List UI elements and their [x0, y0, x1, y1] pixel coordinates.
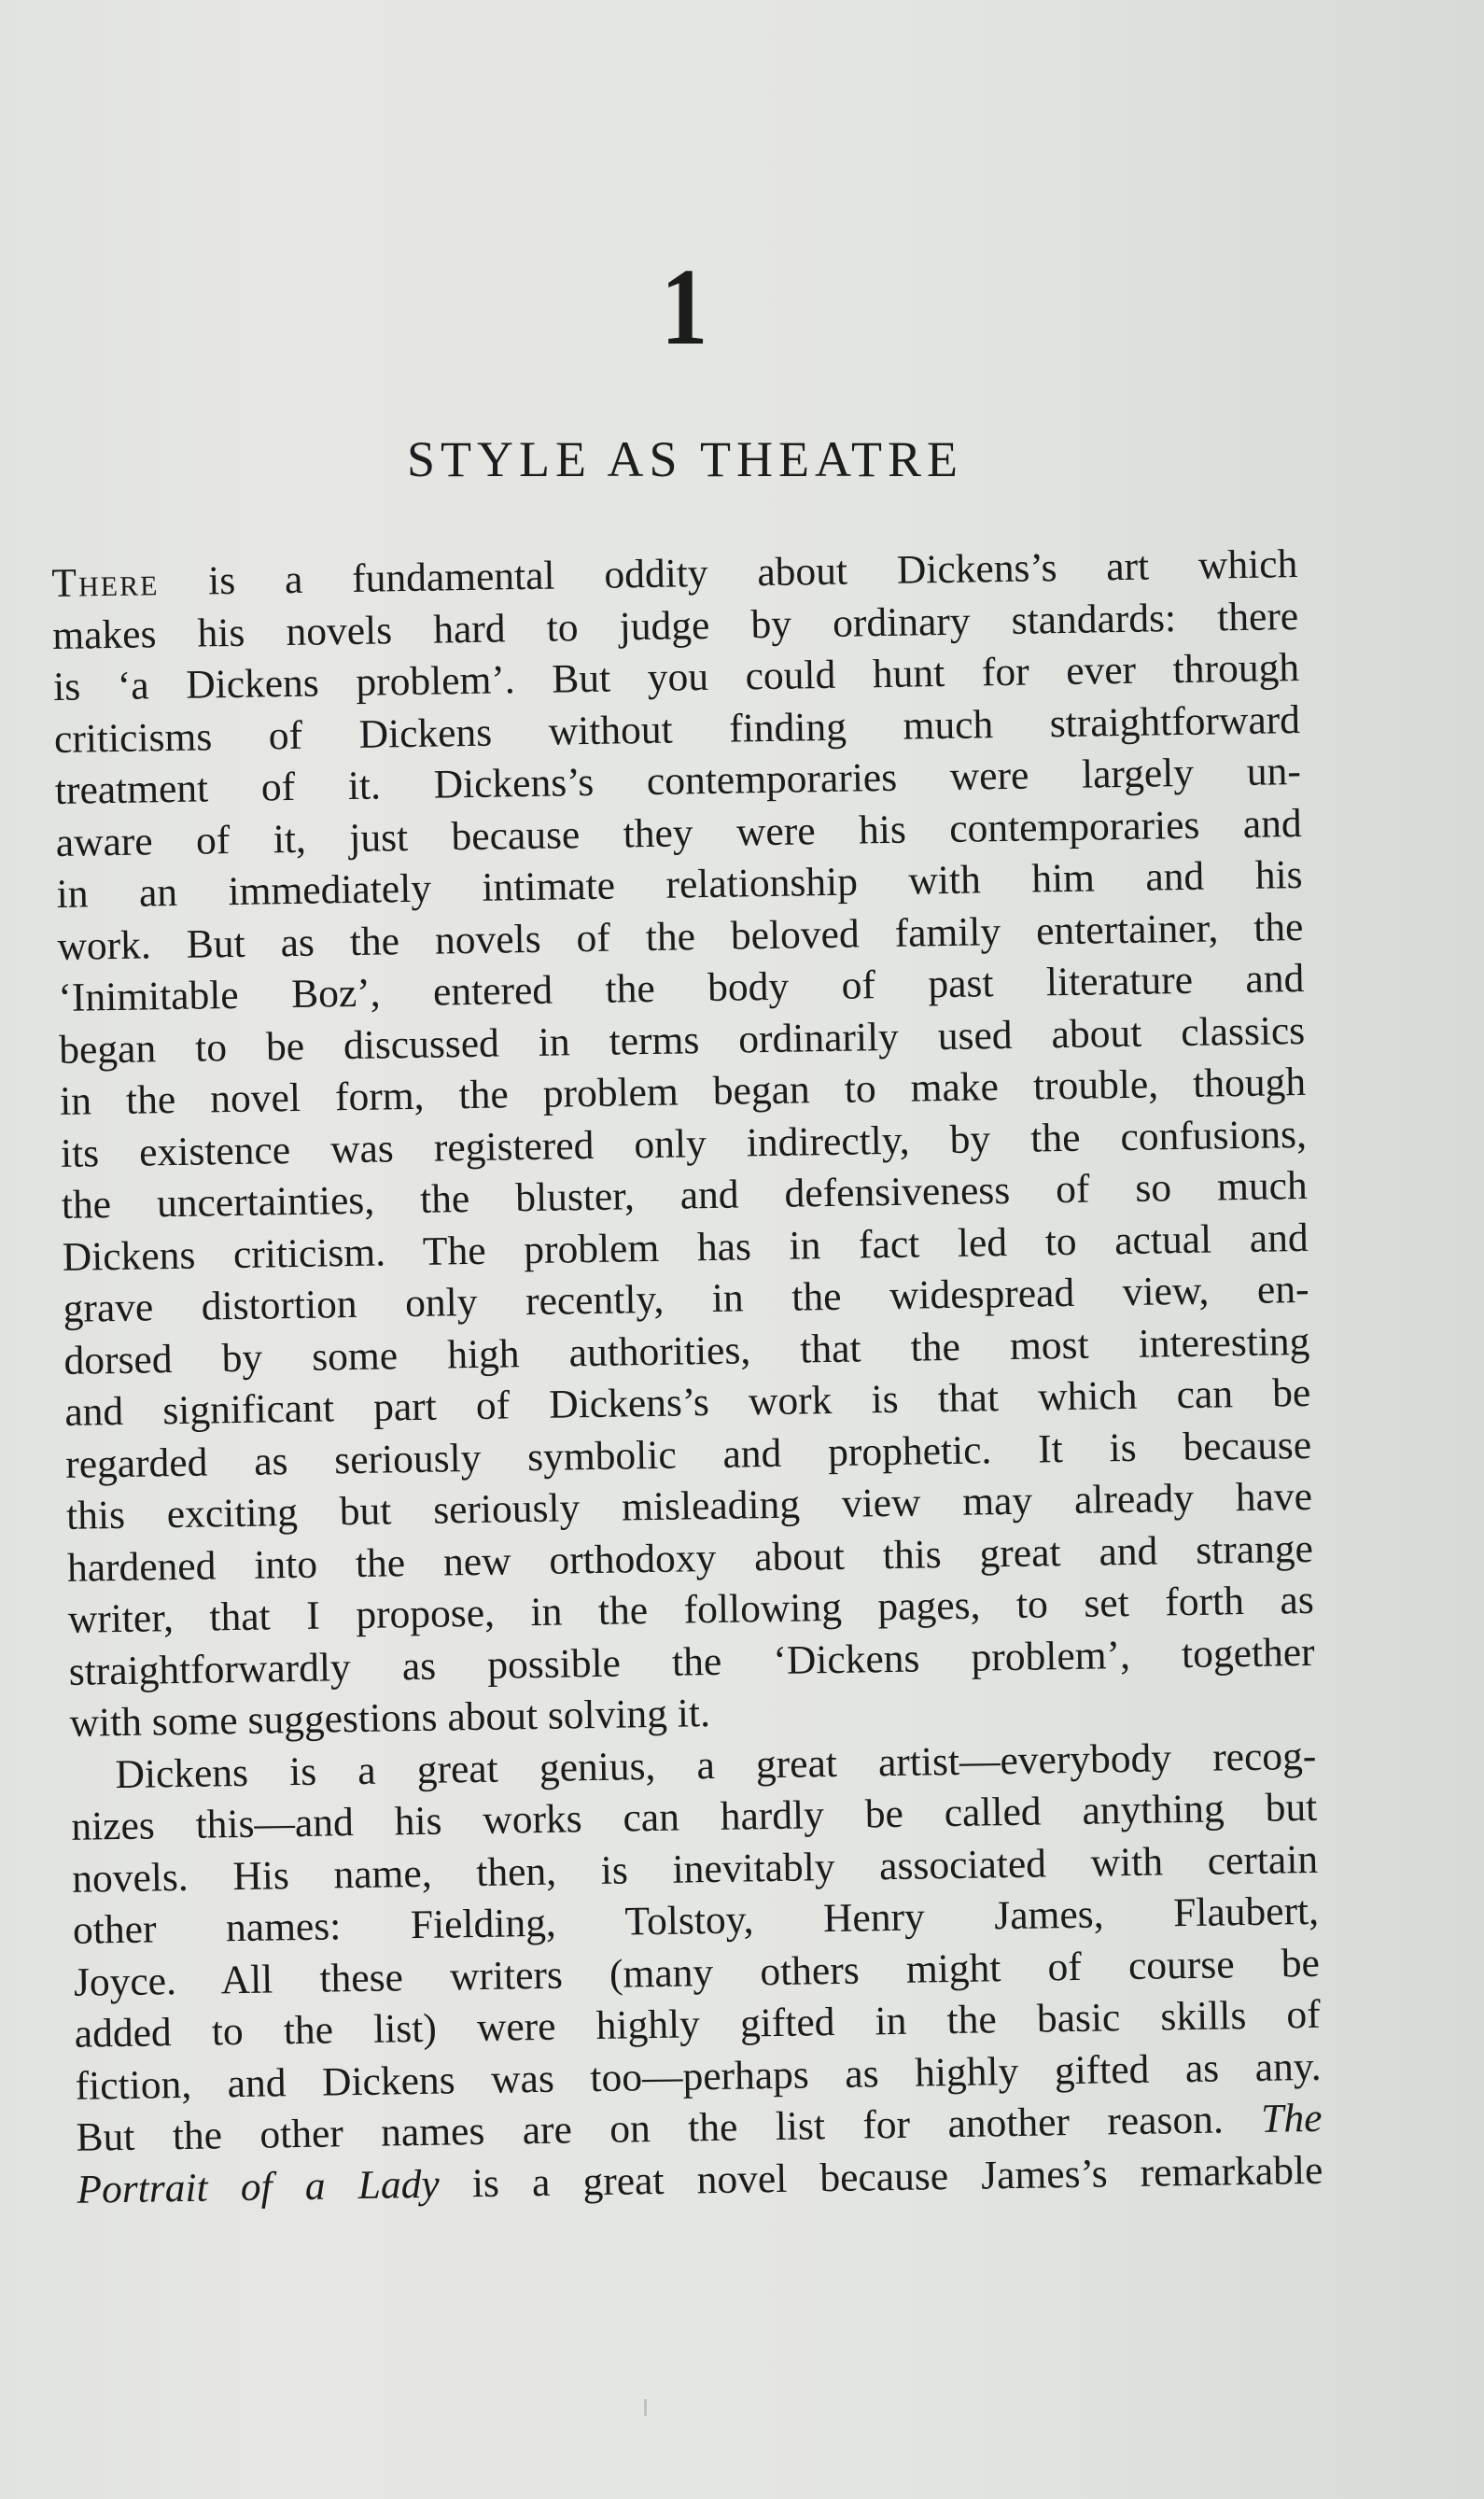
text-line: There is a fundamental oddity about Dickens’s art which	[51, 541, 1298, 606]
paragraph-start-line: Dickens is a great genius, a great artist—everybody recog-	[115, 1733, 1317, 1797]
text-line: is ‘a Dickens problem’. But you could hunt for ever through	[52, 645, 1300, 709]
text-line: nizes this—and his works can hardly be called anything but	[70, 1784, 1318, 1849]
text-line: straightforwardly as possible the ‘Dickens problem’, together	[68, 1629, 1315, 1694]
text-line: in an immediately intimate relationship with him and his	[56, 851, 1303, 917]
text-line: But the other names are on the list for another reason. The	[76, 2095, 1323, 2160]
paragraph-end-line: with some suggestions about solving it.	[69, 1691, 711, 1746]
text-line: fiction, and Dickens was too—perhaps as highly gifted as any.	[75, 2043, 1322, 2109]
text-line: grave distortion only recently, in the widespread view, en-	[63, 1266, 1309, 1331]
text-line: in the novel form, the problem began to make trouble, though	[59, 1059, 1307, 1124]
chapter-title: STYLE AS THEATRE	[406, 431, 964, 487]
text-line: added to the list) were highly gifted in the basic skills of	[74, 1991, 1322, 2057]
opening-word: There	[51, 559, 160, 606]
text-line: work. But as the novels of the beloved family entertainer, the	[57, 904, 1304, 969]
text-line: criticisms of Dickens without finding much straightforward	[53, 696, 1301, 762]
text-line: writer, that I propose, in the following pages, to set forth as	[67, 1577, 1315, 1642]
text-line: Portrait of a Lady is a great novel because James’s remarkable	[77, 2147, 1323, 2212]
text-line: the uncertainties, the bluster, and defensiveness of so much	[61, 1162, 1309, 1228]
text-line: ‘Inimitable Boz’, entered the body of past literature and	[58, 955, 1305, 1020]
text-line: Dickens criticism. The problem has in fact led to actual and	[62, 1214, 1309, 1280]
text-line: and significant part of Dickens’s work is that which can be	[63, 1369, 1311, 1435]
italic-title-start: The	[1260, 2095, 1323, 2141]
text-line: aware of it, just because they were his contemporaries and	[55, 800, 1302, 865]
body-text	[51, 539, 1323, 2216]
page-mark	[644, 2399, 647, 2416]
text-line: novels. His name, then, is inevitably associated with certain	[71, 1836, 1319, 1902]
text-line: began to be discussed in terms ordinarily used about classics	[58, 1007, 1306, 1073]
italic-title-end: Portrait of a Lady	[77, 2161, 441, 2212]
text-line: Joyce. All these writers (many others might of course be	[73, 1940, 1321, 2005]
text-line: regarded as seriously symbolic and prophetic. It is because	[64, 1422, 1312, 1487]
text-line: other names: Fielding, Tolstoy, Henry James, Flaubert,	[72, 1888, 1320, 1953]
text-line: makes his novels hard to judge by ordinary standards: there	[51, 593, 1299, 658]
chapter-number: 1	[661, 246, 709, 368]
text-line: its existence was registered only indirectly, by the confusions,	[60, 1111, 1308, 1176]
text-line: dorsed by some high authorities, that the most interesting	[63, 1318, 1310, 1383]
text-line: treatment of it. Dickens’s contemporaries were largely un-	[54, 749, 1302, 813]
text-line: this exciting but seriously misleading view may already have	[65, 1473, 1313, 1538]
text-line: hardened into the new orthodoxy about this great and strange	[66, 1525, 1314, 1591]
